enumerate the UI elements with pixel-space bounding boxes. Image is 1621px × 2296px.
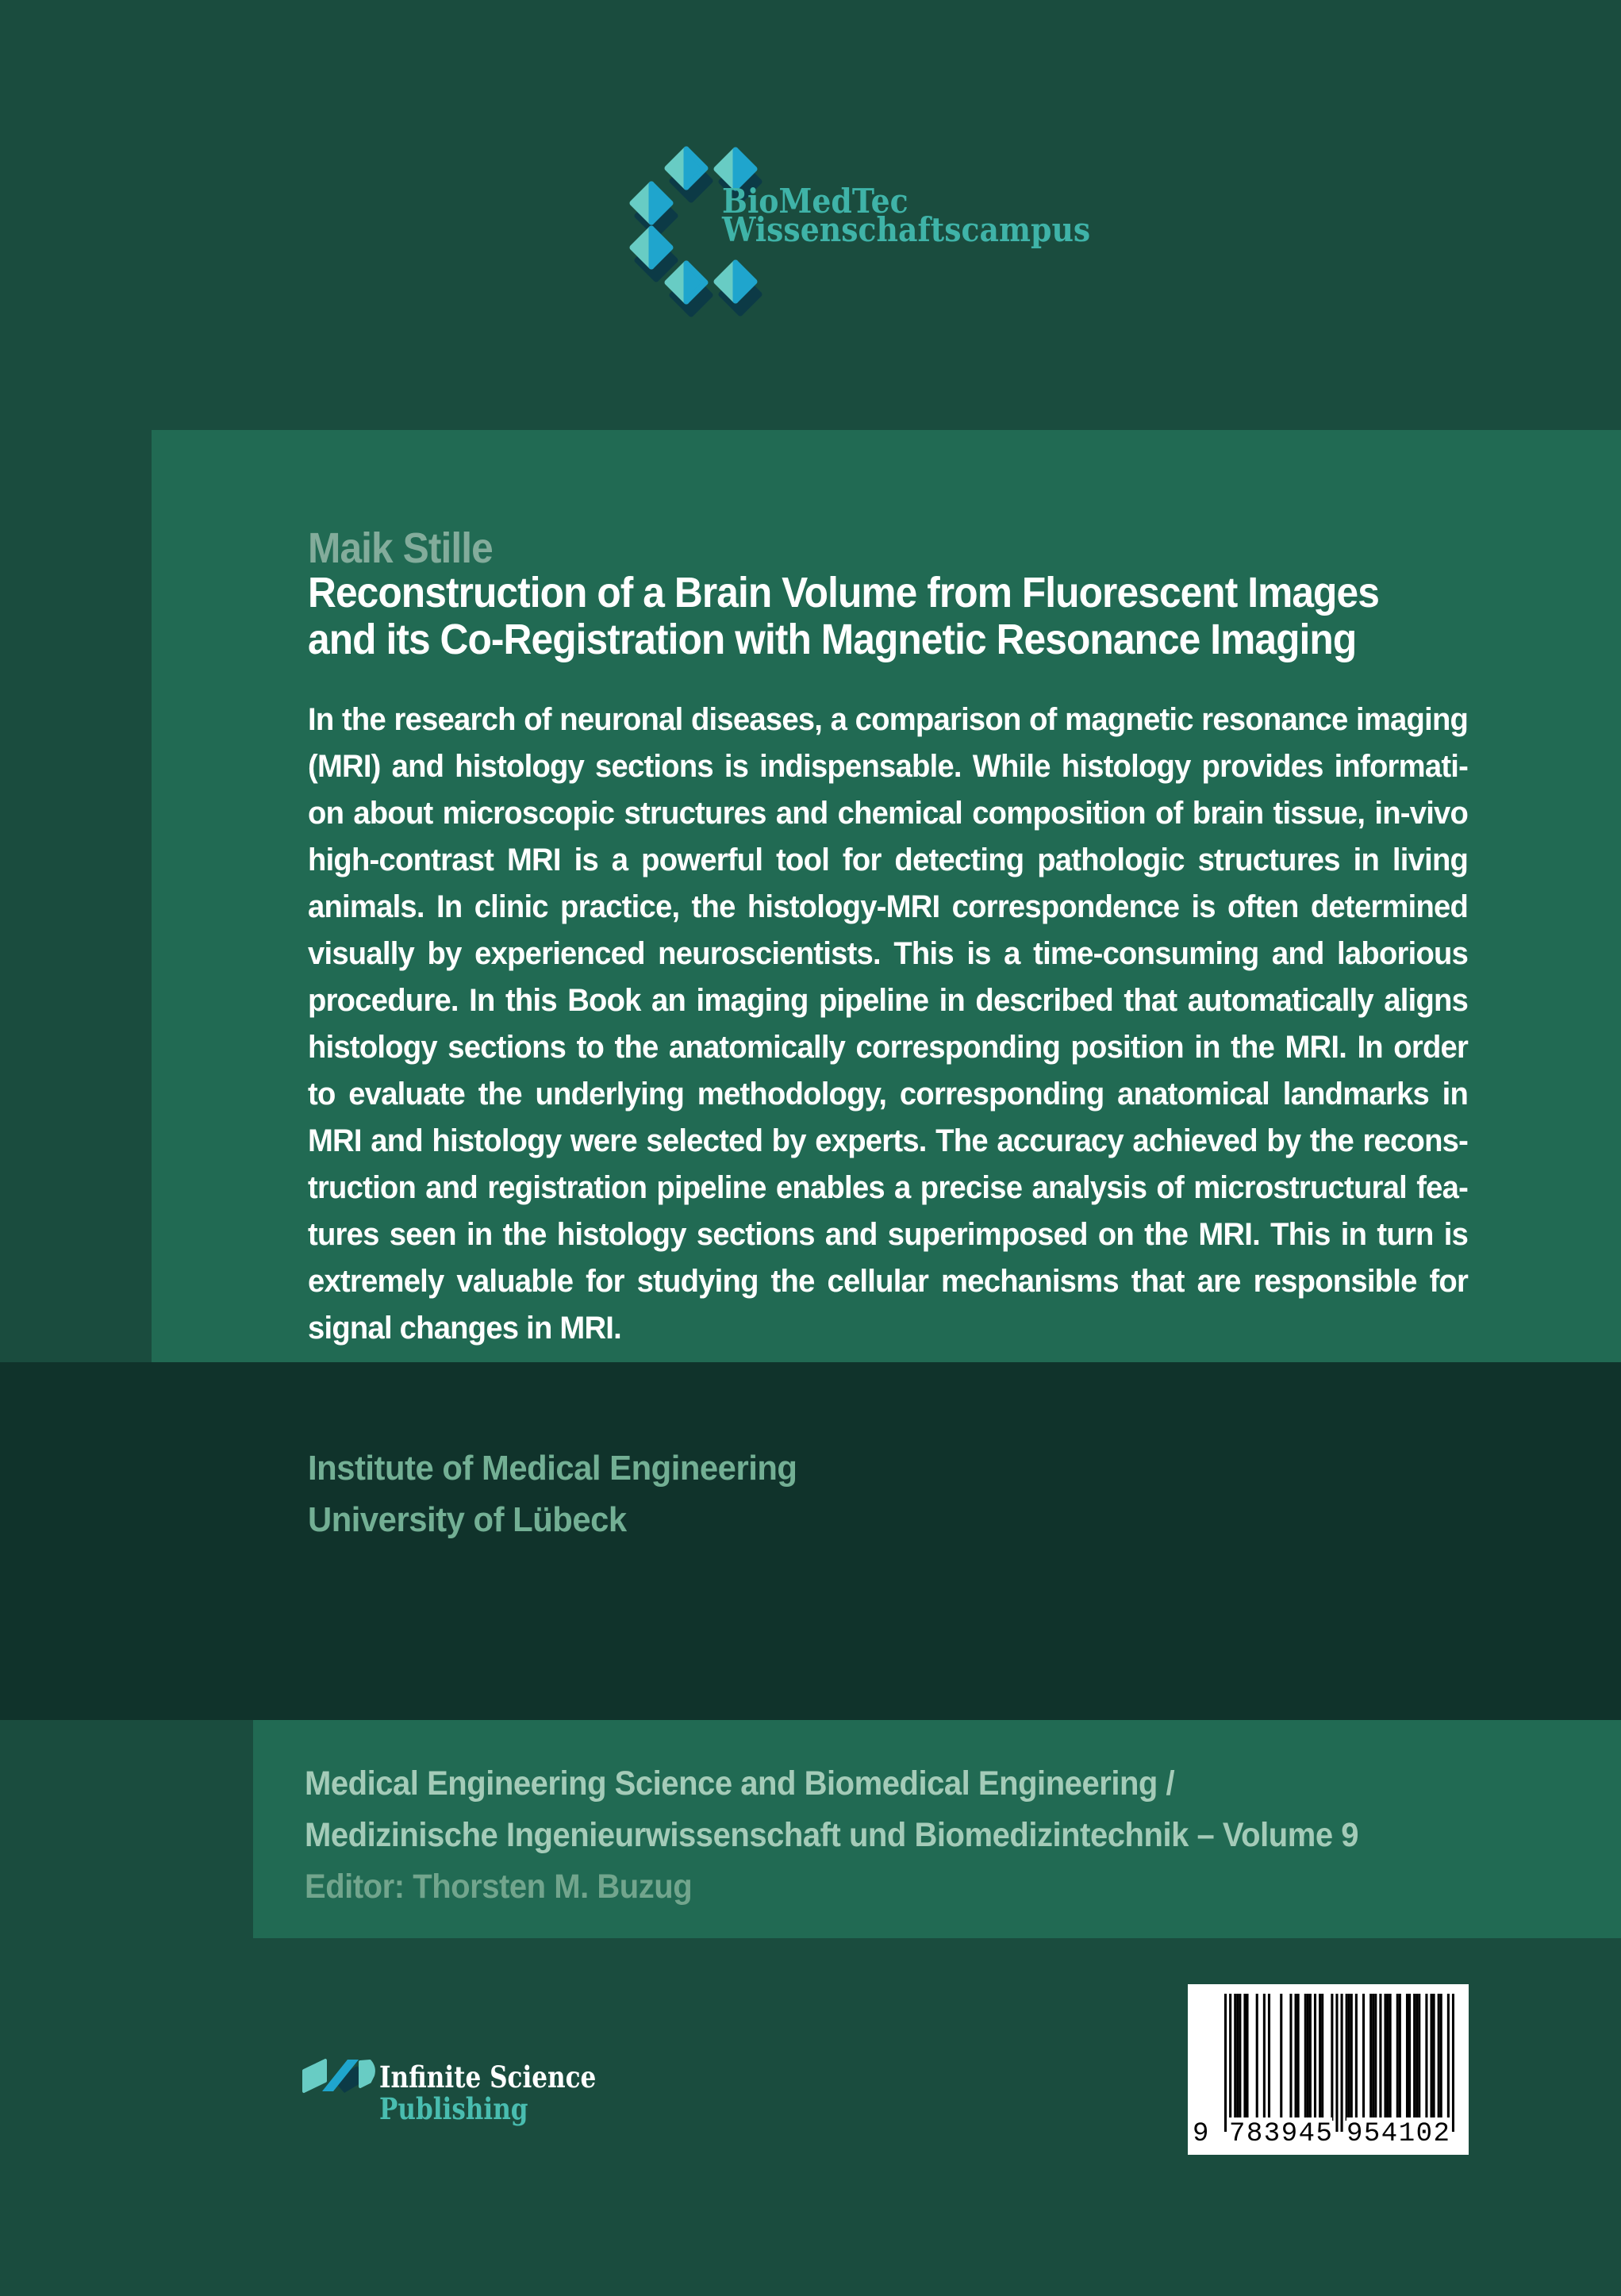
affiliation-text-line: University of Lübeck — [308, 1500, 627, 1539]
book-title-line: Reconstruction of a Brain Volume from Fluorescent Images — [308, 569, 1379, 616]
affiliation-text-line: Institute of Medical Engineering — [308, 1449, 797, 1488]
publisher-wordmark — [379, 2061, 596, 2125]
publisher-logo — [294, 2047, 770, 2174]
campus-logo-line2: Wissenschaftscampus — [722, 210, 1091, 249]
series-lines — [305, 1758, 1358, 1861]
campus-logo-line1: BioMedTec — [722, 182, 908, 221]
abstract-text-line: to evaluate the underlying methodology, corresponding anatomical landmarks in — [308, 1077, 1469, 1112]
abstract-text-line: visually by experienced neuroscientists. This is a time-consuming and laborious — [308, 936, 1469, 971]
abstract-text-line: signal changes in MRI. — [308, 1311, 621, 1346]
publisher-name: Infinite Science — [379, 2060, 597, 2094]
barcode-digit-group-2: 783945 — [1229, 2119, 1334, 2149]
affiliation-band — [0, 1362, 1621, 1720]
abstract-text-line: animals. In clinic practice, the histology-MRI correspondence is often determined — [308, 889, 1469, 924]
abstract-text-line: In the research of neuronal diseases, a comparison of magnetic resonance imaging — [308, 702, 1469, 737]
infinite-science-logo-icon — [302, 2058, 378, 2099]
book-title — [308, 570, 1379, 663]
affiliation-text — [308, 1442, 797, 1545]
publisher-division: Publishing — [379, 2091, 528, 2126]
abstract-text-line: procedure. In this Book an imaging pipeline in described that automatically aligns — [308, 983, 1469, 1018]
abstract-text-line: extremely valuable for studying the cellular mechanisms that are responsible for — [308, 1264, 1469, 1299]
author-name: Maik Stille — [308, 524, 493, 572]
abstract-text-line: truction and registration pipeline enables a precise analysis of microstructural fea- — [308, 1170, 1469, 1205]
barcode-digit-group-1: 9 — [1193, 2119, 1209, 2149]
series-lines-line: Medical Engineering Science and Biomedical Engineering / — [305, 1764, 1175, 1803]
abstract-text-line: (MRI) and histology sections is indispensable. While histology provides informati- — [308, 749, 1469, 784]
abstract-text-line: high-contrast MRI is a powerful tool for detecting pathologic structures in living — [308, 843, 1469, 877]
barcode — [1188, 1984, 1469, 2155]
barcode-digit-group-3: 954102 — [1346, 2119, 1451, 2149]
series-editor: Editor: Thorsten M. Buzug — [305, 1868, 693, 1906]
series-text — [305, 1758, 1358, 1913]
abstract-text-line: histology sections to the anatomically corresponding position in the MRI. In order — [308, 1030, 1469, 1065]
book-title-line: and its Co-Registration with Magnetic Resonance Imaging — [308, 616, 1357, 663]
abstract-text-line: tures seen in the histology sections and superimposed on the MRI. This in turn is — [308, 1217, 1469, 1252]
abstract-text-line: on about microscopic structures and chemical composition of brain tissue, in-vivo — [308, 796, 1469, 831]
series-lines-line: Medizinische Ingenieurwissenschaft und Biomedizintechnik – Volume 9 — [305, 1816, 1359, 1854]
abstract-text-line: MRI and histology were selected by experts. The accuracy achieved by the recons- — [308, 1123, 1469, 1158]
campus-logo-wordmark — [722, 182, 1091, 249]
campus-logo — [0, 0, 1621, 430]
abstract-text — [308, 697, 1468, 1352]
